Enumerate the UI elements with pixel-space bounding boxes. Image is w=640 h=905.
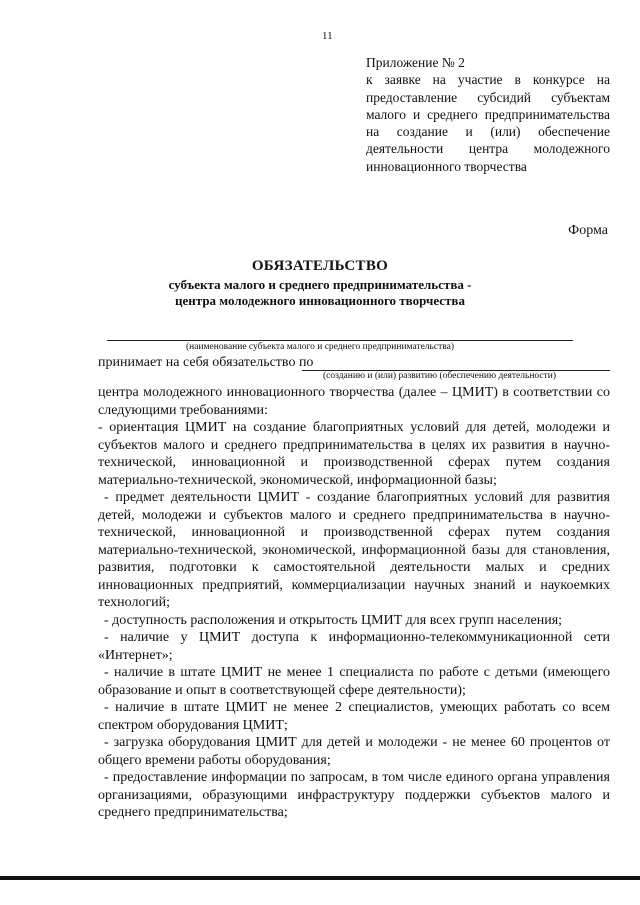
- requirement-item: - ориентация ЦМИТ на создание благоприятных условий для детей, молодежи и субъектов малого и среднего предпринимательства в целях их развития в научно-технической, инновационной и производственной сферах путем создания материально-технической, экономической, информационной базы;: [98, 420, 610, 488]
- form-label: Форма: [568, 223, 608, 238]
- document-title: ОБЯЗАТЕЛЬСТВО: [251, 258, 389, 274]
- requirement-item: - предмет деятельности ЦМИТ - создание благоприятных условий для развития детей, молодежи и субъектов малого и среднего предпринимательства в научно-технической, инновационной и производственной сферах путем создания материально-технической, экономической, информационной базы для становления, развития, подготовки к самостоятельной деятельности малых и средних инновационных предприятий, коммерциализации научных знаний и наукоемких технологий;: [98, 490, 610, 610]
- document-subtitle-line2: центра молодежного инновационного творчества: [175, 293, 465, 308]
- obligation-type-caption: (созданию и (или) развитию (обеспечению деятельности): [323, 371, 557, 381]
- requirement-item: - доступность расположения и открытость ЦМИТ для всех групп населения;: [104, 612, 563, 628]
- entity-name-field[interactable]: [107, 340, 573, 341]
- appendix-block: [366, 54, 610, 175]
- document-subtitle-line1: субъекта малого и среднего предпринимательства -: [168, 277, 472, 292]
- entity-name-caption: (наименование субъекта малого и среднего предпринимательства): [185, 342, 454, 352]
- requirement-item: - наличие в штате ЦМИТ не менее 1 специалиста по работе с детьми (имеющего образование и опыт в соответствующей сфере деятельности);: [98, 665, 610, 698]
- appendix-text: к заявке на участие в конкурсе на предоставление субсидий субъектам малого и среднего предпринимательства на создание и (или) обеспечение деятельности центра молодежного инновационного творчества: [366, 72, 610, 174]
- requirements-body: [98, 384, 610, 822]
- appendix-title: Приложение № 2: [366, 55, 465, 70]
- intro-paragraph: центра молодежного инновационного творчества (далее – ЦМИТ) в соответствии со следующими требованиями:: [98, 385, 610, 418]
- page-number: 11: [322, 30, 333, 42]
- requirement-item: - загрузка оборудования ЦМИТ для детей и молодежи - не менее 60 процентов от общего времени работы оборудования;: [98, 735, 610, 768]
- accepts-obligation-text: принимает на себя обязательство по: [98, 355, 314, 370]
- bottom-rule: [0, 876, 640, 880]
- requirement-item: - предоставление информации по запросам, в том числе единого органа управления организациями, образующими инфраструктуру поддержки субъектов малого и среднего предпринимательства;: [98, 770, 610, 820]
- requirement-item: - наличие в штате ЦМИТ не менее 2 специалистов, умеющих работать со всем спектром оборудования ЦМИТ;: [98, 700, 610, 733]
- requirement-item: - наличие у ЦМИТ доступа к информационно-телекоммуникационной сети «Интернет»;: [98, 630, 610, 663]
